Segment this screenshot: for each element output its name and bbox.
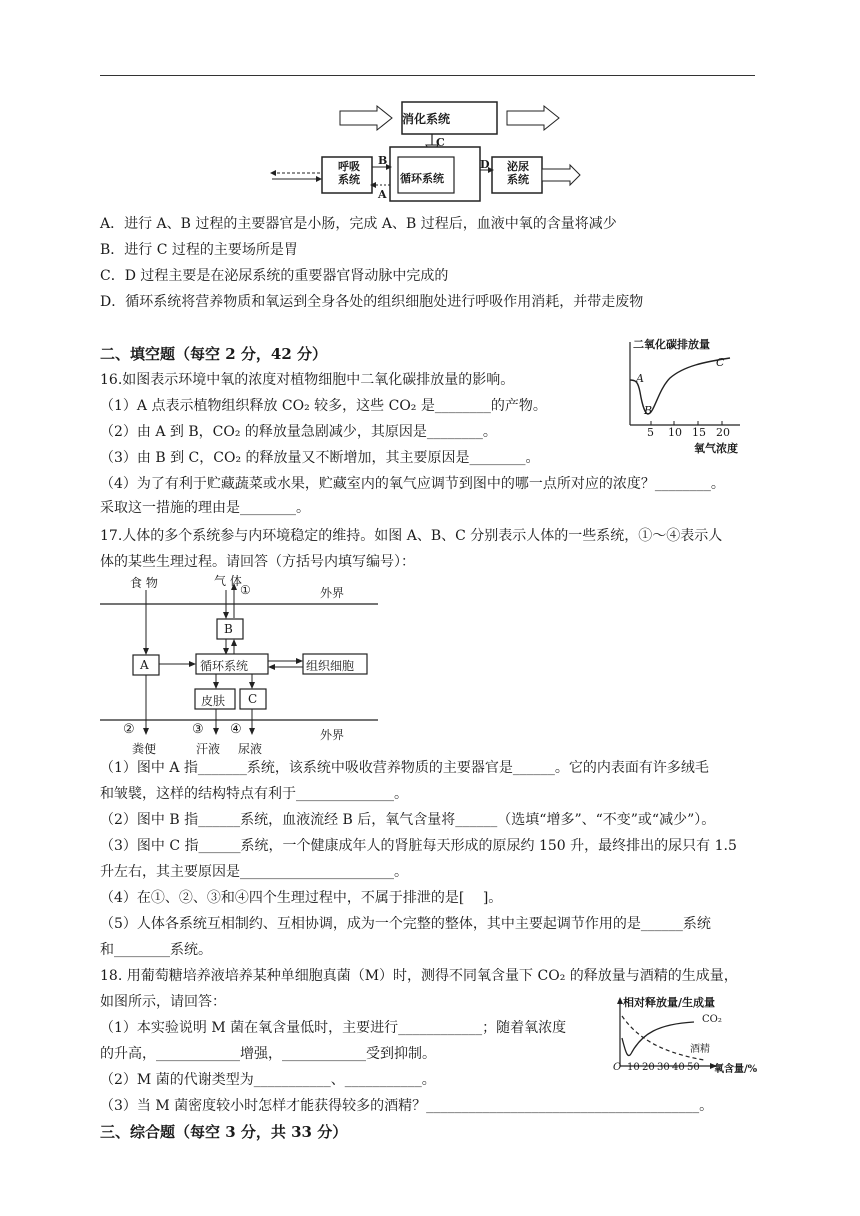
fig17-num4: ④ bbox=[230, 722, 242, 737]
chart16-point-b: B bbox=[644, 404, 653, 417]
respiratory-label: 呼吸 系统 bbox=[338, 160, 360, 186]
fig17-box-b-label: B bbox=[224, 622, 233, 636]
chart16-ylabel: 二氧化碳排放量 bbox=[633, 338, 710, 351]
q18-part2: （2）M 菌的代谢类型为___________、___________。 bbox=[100, 1072, 436, 1088]
label-A: A bbox=[378, 188, 387, 201]
q17-part1a: （1）图中 A 指_______系统，该系统中吸收营养物质的主要器官是______。它的内表面有许多绒毛 bbox=[100, 760, 709, 776]
fig17-num1: ① bbox=[240, 583, 251, 597]
chart18-co2-label: CO₂ bbox=[702, 1014, 722, 1025]
fig17-num3: ③ bbox=[192, 722, 204, 737]
q15-option-c: C．D 过程主要是在泌尿系统的重要器官肾动脉中完成的 bbox=[100, 268, 449, 284]
chart16-tick-20: 20 bbox=[716, 426, 730, 439]
arrow-in-digestive bbox=[340, 106, 392, 130]
digestive-label: 消化系统 bbox=[402, 112, 451, 126]
chart18-tick-10: 10 bbox=[627, 1062, 640, 1073]
q16-part2: （2）由 A 到 B，CO₂ 的释放量急剧减少，其原因是________。 bbox=[100, 424, 497, 440]
fig17-tissue-label: 组织细胞 bbox=[306, 659, 355, 673]
arrow-out-digestive bbox=[507, 106, 559, 130]
fig17-box-c-label: C bbox=[248, 692, 258, 706]
label-D: D bbox=[480, 158, 490, 171]
q17-part5b: 和________系统。 bbox=[100, 942, 212, 958]
chart16-xlabel: 氧气浓度 bbox=[694, 442, 738, 455]
fig17-outside-top: 外界 bbox=[320, 586, 345, 600]
q16-part4-reason: 采取这一措施的理由是________。 bbox=[100, 500, 310, 516]
fig17-circ-label: 循环系统 bbox=[200, 659, 249, 673]
fig17-sweat: 汗液 bbox=[196, 742, 221, 756]
chart18-tick-30: 30 bbox=[657, 1062, 670, 1073]
q17-part3b: 升左右，其主要原因是______________________。 bbox=[100, 864, 408, 880]
chart18-tick-40: 40 bbox=[672, 1062, 685, 1073]
q16-stem: 16.如图表示环境中氧的浓度对植物细胞中二氧化碳排放量的影响。 bbox=[100, 372, 515, 388]
q17-part5a: （5）人体各系统互相制约、互相协调，成为一个完整的整体，其中主要起调节作用的是______系统 bbox=[100, 916, 711, 932]
chart18-tick-20: 20 bbox=[642, 1062, 655, 1073]
q17-part2: （2）图中 B 指______系统，血液流经 B 后，氧气含量将______（选填“增多”、“不变”或“减少”）。 bbox=[100, 812, 716, 828]
q18-stem-1: 18. 用葡萄糖培养液培养某种单细胞真菌（M）时，测得不同氧含量下 CO₂ 的释放量与酒精的生成量， bbox=[100, 968, 738, 984]
q18-part1b: 的升高，____________增强，____________受到抑制。 bbox=[100, 1046, 436, 1062]
q15-option-a: A．进行 A、B 过程的主要器官是小肠，完成 A、B 过程后，血液中氧的含量将减少 bbox=[100, 216, 617, 232]
chart18-xlabel: 氧含量/% bbox=[714, 1064, 758, 1075]
fig17-food: 食 物 bbox=[130, 576, 158, 590]
q17-part4: （4）在①、②、③和④四个生理过程中，不属于排泄的是[ ]。 bbox=[100, 890, 503, 906]
chart18-alcohol-label: 酒精 bbox=[690, 1044, 710, 1055]
chart18-tick-50: 50 bbox=[687, 1062, 700, 1073]
fig17-gas: 气 体 bbox=[214, 574, 242, 588]
urinary-label: 泌尿 系统 bbox=[507, 160, 529, 186]
chart16-point-c: C bbox=[716, 356, 725, 369]
q17-part1b: 和皱襞，这样的结构特点有利于______________。 bbox=[100, 786, 408, 802]
q18-part3: （3）当 M 菌密度较小时怎样才能获得较多的酒精？_______________________________________。 bbox=[100, 1098, 714, 1114]
q17-part3a: （3）图中 C 指______系统，一个健康成年人的肾脏每天形成的原尿约 150 升，最终排出的尿只有 1.5 bbox=[100, 838, 737, 854]
section-3-heading: 三、综合题（每空 3 分，共 33 分） bbox=[100, 1123, 348, 1141]
chart16-tick-15: 15 bbox=[692, 426, 706, 439]
q18-part1a: （1）本实验说明 M 菌在氧含量低时，主要进行____________；随着氧浓度 bbox=[100, 1020, 567, 1036]
chart16-tick-5: 5 bbox=[647, 426, 654, 439]
section-2-heading: 二、填空题（每空 2 分，42 分） bbox=[100, 345, 327, 363]
chart16-point-a: A bbox=[636, 372, 644, 385]
q18-stem-2: 如图所示，请回答： bbox=[100, 994, 226, 1010]
q16-part1: （1）A 点表示植物组织释放 CO₂ 较多，这些 CO₂ 是________的产物。 bbox=[100, 398, 547, 414]
fig17-feces: 粪便 bbox=[132, 742, 157, 756]
chart18-tick-origin: O bbox=[613, 1062, 622, 1073]
q17-stem-1: 17.人体的多个系统参与内环境稳定的维持。如图 A、B、C 分别表示人体的一些系统，①～④表示人 bbox=[100, 528, 723, 544]
q17-stem-2: 体的某些生理过程。请回答（方括号内填写编号）： bbox=[100, 554, 415, 570]
fig17-urine: 尿液 bbox=[238, 742, 263, 756]
circulatory-label: 循环系统 bbox=[400, 172, 444, 185]
fig17-box-a-label: A bbox=[140, 658, 149, 672]
chart16-tick-10: 10 bbox=[668, 426, 682, 439]
fig17-outside-bottom: 外界 bbox=[320, 728, 345, 742]
chart18-co2-curve bbox=[622, 1022, 694, 1056]
fig17-skin-label: 皮肤 bbox=[201, 694, 226, 708]
q16-part4: （4）为了有利于贮藏蔬菜或水果，贮藏室内的氧气应调节到图中的哪一点所对应的浓度？________。 bbox=[100, 476, 725, 492]
q15-option-b: B．进行 C 过程的主要场所是胃 bbox=[100, 242, 298, 258]
q16-part3: （3）由 B 到 C，CO₂ 的释放量又不断增加，其主要原因是________。 bbox=[100, 450, 540, 466]
q15-option-d: D．循环系统将营养物质和氧运到全身各处的组织细胞处进行呼吸作用消耗，并带走废物 bbox=[100, 294, 644, 310]
chart18-ylabel: 相对释放量/生成量 bbox=[623, 996, 716, 1009]
label-B: B bbox=[378, 154, 388, 167]
label-C: C bbox=[436, 136, 445, 149]
fig17-num2: ② bbox=[123, 722, 135, 737]
header-rule bbox=[100, 75, 755, 76]
